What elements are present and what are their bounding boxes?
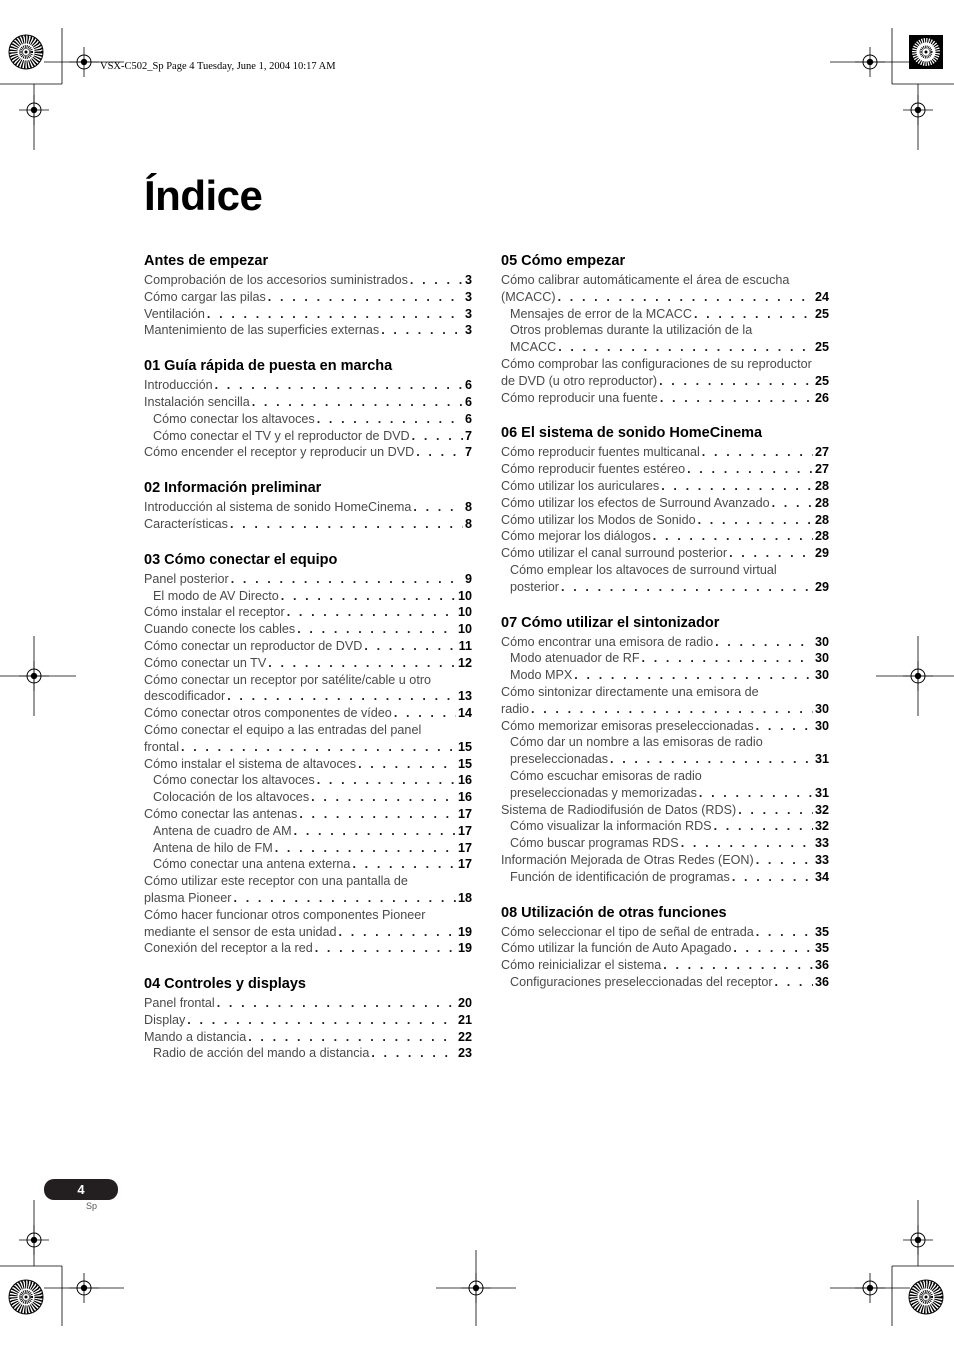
toc-entry[interactable] (501, 356, 829, 390)
toc-entry-text: Modo atenuador de RF (510, 651, 640, 666)
toc-entry-text: Cómo conectar un TV (144, 655, 267, 670)
toc-page-number: 35 (814, 941, 829, 956)
toc-page-number: 3 (464, 323, 472, 338)
toc-page-number: 31 (814, 752, 829, 767)
toc-section-heading: 03 Cómo conectar el equipo (144, 551, 338, 568)
toc-page-number: 25 (814, 306, 829, 321)
toc-page-number: 12 (457, 655, 472, 670)
toc-entry-text: Cómo conectar el TV y el reproductor de DVD (153, 428, 410, 443)
dot-leader (660, 390, 813, 407)
toc-entry[interactable] (144, 289, 472, 306)
toc-entry[interactable] (501, 718, 829, 735)
toc-entry-text: Cómo cargar las pilas (144, 289, 266, 304)
toc-page-number: 10 (457, 605, 472, 620)
toc-entry-text: Antena de cuadro de AM (153, 823, 292, 838)
toc-entry-text: Introducción al sistema de sonido HomeCinema (144, 500, 412, 515)
toc-entry[interactable] (144, 672, 472, 706)
toc-page-number: 10 (457, 622, 472, 637)
toc-entry[interactable] (501, 852, 829, 869)
toc-entry[interactable] (144, 1012, 472, 1029)
toc-subentry[interactable] (144, 588, 472, 605)
toc-entry[interactable] (144, 655, 472, 672)
toc-page-number: 16 (457, 773, 472, 788)
dot-leader (381, 322, 463, 339)
toc-subentry[interactable] (501, 306, 829, 323)
toc-entry-text: Cómo conectar una antena externa (153, 857, 351, 872)
toc-section (501, 424, 829, 595)
toc-entry-text: (MCACC) (501, 289, 556, 304)
toc-section (144, 479, 472, 533)
toc-entry-text: Cómo calibrar automáticamente el área de escucha (501, 273, 790, 287)
toc-column-left (144, 252, 472, 1080)
toc-entry-text: Cómo utilizar este receptor con una pantalla de (144, 874, 408, 889)
toc-page-number: 14 (457, 706, 472, 721)
toc-entry-text: descodificador (144, 689, 226, 704)
toc-entry-text: Cómo instalar el sistema de altavoces (144, 756, 357, 771)
toc-entry[interactable] (144, 1029, 472, 1046)
toc-entry[interactable] (144, 306, 472, 323)
toc-page-number: 8 (464, 516, 472, 531)
toc-entry-text: Cómo buscar programas RDS (510, 836, 679, 851)
toc-entry-text: Cómo memorizar emisoras preseleccionadas (501, 718, 754, 733)
toc-page-number: 21 (457, 1012, 472, 1027)
toc-subentry[interactable] (501, 818, 829, 835)
dot-leader (681, 835, 813, 852)
toc-entry[interactable] (501, 461, 829, 478)
toc-entry-text: Comprobación de los accesorios suministrados (144, 273, 408, 287)
toc-entry-text: Cómo conectar los altavoces (153, 773, 315, 788)
toc-page-number: 9 (464, 571, 472, 586)
toc-entry[interactable] (501, 634, 829, 651)
toc-subentry[interactable] (144, 789, 472, 806)
dot-leader (715, 634, 813, 651)
page-number-badge: 4 (44, 1179, 118, 1200)
toc-page-number: 17 (457, 857, 472, 872)
dot-leader (663, 957, 813, 974)
toc-entry[interactable] (144, 444, 472, 461)
dot-leader (775, 974, 813, 991)
dot-leader (352, 856, 456, 873)
dot-leader (661, 478, 813, 495)
dot-leader (281, 588, 456, 605)
toc-entry[interactable] (501, 528, 829, 545)
dot-leader (531, 701, 813, 718)
toc-subentry[interactable] (144, 411, 472, 428)
toc-entry[interactable] (501, 940, 829, 957)
toc-entry-text: Instalación sencilla (144, 394, 250, 409)
toc-entry-text: Cómo encontrar una emisora de radio (501, 634, 714, 649)
toc-page-number: 17 (457, 840, 472, 855)
toc-entry-text: Cómo escuchar emisoras de radio (510, 768, 702, 783)
toc-entry-text: El modo de AV Directo (153, 588, 279, 603)
dot-leader (756, 718, 813, 735)
toc-page-number: 16 (457, 790, 472, 805)
toc-entry[interactable] (501, 512, 829, 529)
toc-entry-text: Cómo utilizar los auriculares (501, 478, 660, 493)
dot-leader (364, 638, 456, 655)
toc-entry-text: Cómo comprobar las configuraciones de su reproductor (501, 356, 812, 371)
toc-entry-text: Cómo reproducir fuentes estéreo (501, 462, 686, 477)
toc-page-number: 25 (814, 373, 829, 388)
toc-section (501, 252, 829, 406)
dot-leader (317, 772, 456, 789)
dot-leader (248, 1029, 456, 1046)
toc-page-number: 11 (458, 638, 472, 653)
toc-section (501, 614, 829, 886)
toc-page-number: 36 (814, 974, 829, 989)
toc-entry-text: Colocación de los altavoces (153, 790, 310, 805)
dot-leader (714, 818, 813, 835)
toc-entry-text: MCACC (510, 340, 557, 355)
toc-entry-text: posterior (510, 579, 559, 594)
toc-entry-text: Ventilación (144, 306, 205, 321)
toc-page-number: 30 (814, 651, 829, 666)
toc-page-number: 27 (814, 445, 829, 460)
toc-entry[interactable] (501, 272, 829, 306)
toc-page-number: 30 (814, 718, 829, 733)
dot-leader (413, 499, 463, 516)
dot-leader (268, 655, 456, 672)
toc-subentry[interactable] (501, 562, 829, 596)
toc-page-number: 30 (814, 668, 829, 683)
toc-entry-text: Antena de hilo de FM (153, 840, 273, 855)
toc-entry-text: Configuraciones preseleccionadas del receptor (510, 974, 773, 989)
toc-entry-text: Cuando conecte los cables (144, 622, 296, 637)
toc-page-number: 6 (464, 411, 472, 426)
dot-leader (642, 650, 813, 667)
toc-entry-text: Radio de acción del mando a distancia (153, 1046, 370, 1061)
dot-leader (698, 512, 813, 529)
toc-entry-text: Características (144, 516, 228, 531)
toc-entry[interactable] (144, 873, 472, 907)
dot-leader (311, 789, 456, 806)
dot-leader (653, 528, 813, 545)
dot-leader (227, 688, 456, 705)
toc-entry-text: Función de identificación de programas (510, 869, 730, 884)
toc-section-heading: 05 Cómo empezar (501, 253, 626, 269)
dot-leader (694, 306, 813, 323)
toc-entry-text: Mando a distancia (144, 1029, 247, 1044)
toc-entry[interactable] (144, 705, 472, 722)
toc-page-number: 10 (457, 588, 472, 603)
toc-section-heading: 01 Guía rápida de puesta en marcha (144, 358, 393, 375)
toc-entry[interactable] (501, 444, 829, 461)
toc-entry-text: Panel frontal (144, 996, 215, 1011)
toc-entry[interactable] (144, 995, 472, 1012)
toc-entry-text: preseleccionadas y memorizadas (510, 785, 697, 800)
toc-section-heading: 08 Utilización de otras funciones (501, 904, 727, 921)
dot-leader (558, 339, 813, 356)
print-slug: VSX-C502_Sp Page 4 Tuesday, June 1, 2004 10:17 AM (100, 61, 336, 72)
toc-page-number: 17 (457, 823, 472, 838)
toc-page-number: 29 (814, 546, 829, 561)
toc-entry-text: Cómo conectar otros componentes de vídeo (144, 706, 392, 721)
toc-page-number: 34 (814, 869, 829, 884)
dot-leader (234, 890, 456, 907)
dot-leader (231, 571, 463, 588)
toc-entry-text: de DVD (u otro reproductor) (501, 373, 658, 388)
toc-page-number: 33 (814, 836, 829, 851)
toc-page-number: 29 (814, 579, 829, 594)
toc-entry[interactable] (144, 722, 472, 756)
toc-page-number: 19 (457, 924, 472, 939)
dot-leader (558, 289, 813, 306)
toc-page-number: 28 (814, 495, 829, 510)
toc-page-number: 33 (814, 852, 829, 867)
toc-subentry[interactable] (144, 1045, 472, 1062)
toc-page-number: 36 (814, 958, 829, 973)
toc-section-heading: Antes de empezar (144, 253, 269, 269)
toc-section-heading: 07 Cómo utilizar el sintonizador (501, 614, 720, 631)
toc-subentry[interactable] (501, 869, 829, 886)
toc-page-number: 30 (814, 701, 829, 716)
toc-page-number: 18 (457, 890, 472, 905)
toc-entry-text: Cómo conectar un receptor por satélite/cable u otro (144, 672, 432, 687)
toc-section-heading: 02 Información preliminar (144, 480, 322, 497)
dot-leader (659, 373, 813, 390)
toc-page-number: 22 (457, 1029, 472, 1044)
toc-section (144, 357, 472, 461)
dot-leader (561, 579, 813, 596)
toc-page-number: 20 (457, 996, 472, 1011)
toc-entry[interactable] (144, 499, 472, 516)
toc-entry-text: Otros problemas durante la utilización de la (510, 323, 753, 338)
dot-leader (416, 444, 463, 461)
toc-section (144, 252, 472, 339)
toc-subentry[interactable] (501, 835, 829, 852)
toc-page-number: 35 (814, 924, 829, 939)
dot-leader (287, 604, 456, 621)
toc-entry[interactable] (501, 802, 829, 819)
toc-subentry[interactable] (501, 650, 829, 667)
toc-entry-text: Cómo utilizar los efectos de Surround Avanzado (501, 495, 770, 510)
toc-page-number: 7 (464, 428, 472, 443)
toc-page-number: 27 (814, 462, 829, 477)
toc-entry-text: Display (144, 1012, 186, 1027)
toc-entry[interactable] (144, 394, 472, 411)
toc-entry-text: Modo MPX (510, 668, 573, 683)
dot-leader (217, 995, 456, 1012)
toc-column-right (501, 252, 829, 1009)
toc-section-heading: 04 Controles y displays (144, 976, 306, 993)
toc-subentry[interactable] (144, 772, 472, 789)
toc-page-number: 8 (464, 500, 472, 515)
dot-leader (610, 751, 813, 768)
toc-entry-text: Introducción (144, 378, 213, 393)
dot-leader (252, 394, 463, 411)
toc-entry-text: Cómo conectar un reproductor de DVD (144, 638, 363, 653)
toc-entry[interactable] (144, 322, 472, 339)
dot-leader (317, 411, 463, 428)
toc-page-number: 24 (814, 289, 829, 304)
toc-page-number: 19 (457, 941, 472, 956)
toc-entry-text: Cómo hacer funcionar otros componentes Pioneer (144, 907, 426, 922)
toc-subentry[interactable] (144, 856, 472, 873)
toc-entry-text: Cómo instalar el receptor (144, 605, 285, 620)
toc-entry[interactable] (144, 638, 472, 655)
toc-page-number: 31 (814, 785, 829, 800)
toc-page-number: 3 (464, 289, 472, 304)
toc-entry[interactable] (144, 907, 472, 941)
dot-leader (268, 289, 463, 306)
toc-entry[interactable] (144, 756, 472, 773)
toc-entry[interactable] (144, 272, 472, 289)
dot-leader (230, 516, 463, 533)
toc-entry[interactable] (501, 684, 829, 718)
toc-section (144, 975, 472, 1062)
toc-page-number: 28 (814, 478, 829, 493)
page-language-label: Sp (85, 1201, 97, 1211)
toc-entry-text: Cómo conectar el equipo a las entradas del panel (144, 722, 422, 737)
dot-leader (299, 806, 456, 823)
toc-entry[interactable] (144, 806, 472, 823)
dot-leader (733, 940, 813, 957)
toc-page-number: 3 (464, 273, 472, 287)
toc-entry-text: Cómo sintonizar directamente una emisora de (501, 684, 759, 699)
toc-subentry[interactable] (144, 428, 472, 445)
toc-entry-text: Cómo utilizar el canal surround posterior (501, 546, 728, 561)
toc-entry-text: Mensajes de error de la MCACC (510, 306, 692, 321)
toc-entry[interactable] (501, 924, 829, 941)
toc-section-heading: 06 El sistema de sonido HomeCinema (501, 425, 763, 442)
dot-leader (371, 1045, 456, 1062)
toc-entry-text: radio (501, 701, 530, 716)
dot-leader (187, 1012, 456, 1029)
toc-entry[interactable] (501, 545, 829, 562)
toc-page-number: 13 (457, 689, 472, 704)
toc-entry-text: Cómo encender el receptor y reproducir un DVD (144, 445, 415, 460)
toc-entry-text: preseleccionadas (510, 752, 609, 767)
toc-entry-text: Cómo reproducir una fuente (501, 390, 658, 405)
dot-leader (315, 940, 456, 957)
toc-page-number: 32 (814, 802, 829, 817)
toc-entry-text: Mantenimiento de las superficies externas (144, 323, 380, 338)
toc-entry-text: Cómo reproducir fuentes multicanal (501, 445, 700, 460)
toc-entry[interactable] (144, 940, 472, 957)
toc-entry-text: Panel posterior (144, 571, 229, 586)
toc-page-number: 15 (457, 756, 472, 771)
toc-entry-text: Sistema de Radiodifusión de Datos (RDS) (501, 802, 737, 817)
dot-leader (574, 667, 813, 684)
toc-page-number: 6 (464, 394, 472, 409)
toc-entry-text: Cómo seleccionar el tipo de señal de entrada (501, 924, 754, 939)
toc-entry[interactable] (501, 957, 829, 974)
dot-leader (699, 785, 813, 802)
toc-entry-text: mediante el sensor de esta unidad (144, 924, 337, 939)
dot-leader (687, 461, 813, 478)
toc-page-number: 15 (457, 739, 472, 754)
dot-leader (412, 428, 463, 445)
toc-section (144, 551, 472, 957)
toc-subentry[interactable] (501, 768, 829, 802)
toc-page-number: 28 (814, 529, 829, 544)
toc-subentry[interactable] (501, 322, 829, 356)
toc-entry[interactable] (144, 621, 472, 638)
dot-leader (394, 705, 456, 722)
toc-subentry[interactable] (501, 734, 829, 768)
toc-entry[interactable] (144, 516, 472, 533)
toc-entry-text: Cómo conectar las antenas (144, 806, 298, 821)
toc-page-number: 28 (814, 512, 829, 527)
dot-leader (215, 377, 463, 394)
toc-entry-text: Cómo reinicializar el sistema (501, 958, 662, 973)
dot-leader (756, 924, 813, 941)
dot-leader (738, 802, 813, 819)
toc-page-number: 25 (814, 340, 829, 355)
toc-entry-text: frontal (144, 739, 180, 754)
toc-subentry[interactable] (144, 840, 472, 857)
toc-entry[interactable] (144, 571, 472, 588)
dot-leader (729, 545, 813, 562)
toc-page-number: 3 (464, 306, 472, 321)
dot-leader (294, 823, 456, 840)
dot-leader (275, 840, 456, 857)
toc-entry-text: Cómo utilizar los Modos de Sonido (501, 512, 696, 527)
dot-leader (756, 852, 813, 869)
toc-section (501, 904, 829, 991)
toc-page-number: 6 (464, 378, 472, 393)
toc-page-number: 17 (457, 806, 472, 821)
dot-leader (297, 621, 456, 638)
toc-entry[interactable] (144, 377, 472, 394)
toc-entry-text: plasma Pioneer (144, 890, 232, 905)
toc-entry-text: Cómo visualizar la información RDS (510, 819, 712, 834)
toc-entry[interactable] (144, 604, 472, 621)
toc-entry-text: Información Mejorada de Otras Redes (EON) (501, 852, 754, 867)
toc-entry-text: Cómo mejorar los diálogos (501, 529, 651, 544)
dot-leader (181, 739, 456, 756)
toc-page-number: 23 (457, 1046, 472, 1061)
toc-entry[interactable] (501, 390, 829, 407)
toc-entry-text: Cómo utilizar la función de Auto Apagado (501, 941, 732, 956)
toc-entry[interactable] (501, 478, 829, 495)
page-title: Índice (144, 172, 263, 219)
toc-entry-text: Cómo emplear los altavoces de surround virtual (510, 562, 777, 577)
toc-subentry[interactable] (501, 974, 829, 991)
toc-entry-text: Cómo conectar los altavoces (153, 411, 315, 426)
dot-leader (339, 924, 456, 941)
toc-page-number: 30 (814, 634, 829, 649)
toc-entry-text: Cómo dar un nombre a las emisoras de radio (510, 735, 763, 750)
toc-subentry[interactable] (501, 667, 829, 684)
dot-leader (358, 756, 456, 773)
dot-leader (207, 306, 463, 323)
dot-leader (410, 272, 463, 289)
toc-subentry[interactable] (144, 823, 472, 840)
toc-page-number: 7 (464, 445, 472, 460)
toc-page-number: 26 (814, 390, 829, 405)
toc-page-number: 32 (814, 819, 829, 834)
dot-leader (702, 444, 813, 461)
dot-leader (732, 869, 813, 886)
toc-entry-text: Conexión del receptor a la red (144, 941, 313, 956)
toc-entry[interactable] (501, 495, 829, 512)
dot-leader (772, 495, 813, 512)
